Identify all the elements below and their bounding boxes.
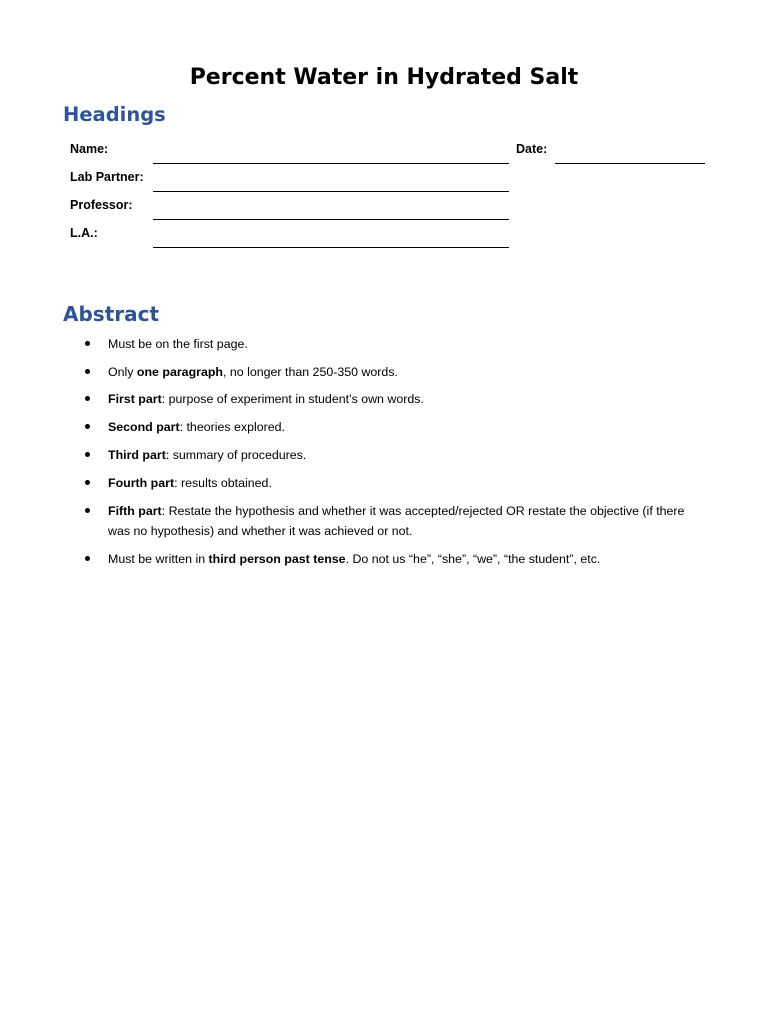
bullet-text: : purpose of experiment in student’s own words.: [161, 392, 424, 406]
bullet-icon: [85, 508, 90, 513]
abstract-section-heading: Abstract: [63, 302, 160, 326]
headings-section-heading: Headings: [63, 103, 166, 126]
bullet-bold-text: Fifth part: [108, 504, 162, 518]
la-field-line[interactable]: [153, 247, 509, 248]
bullet-bold-text: First part: [108, 392, 162, 406]
bullet-icon: [85, 452, 90, 457]
date-field-line[interactable]: [555, 163, 705, 164]
la-label: L.A.:: [70, 226, 98, 240]
bullet-text: Must be on the first page.: [108, 337, 248, 351]
list-item: [108, 473, 708, 493]
bullet-bold-text: third person past tense: [208, 552, 346, 566]
bullet-text: : summary of procedures.: [165, 448, 307, 462]
bullet-icon: [85, 341, 90, 346]
bullet-text: : theories explored.: [179, 420, 285, 434]
list-item: [108, 334, 708, 354]
bullet-icon: [85, 556, 90, 561]
bullet-icon: [85, 424, 90, 429]
list-item: [108, 549, 708, 569]
bullet-icon: [85, 369, 90, 374]
list-item: [108, 501, 708, 541]
list-item: [108, 417, 708, 437]
name-label: Name:: [70, 142, 109, 156]
bullet-text: Only: [108, 365, 137, 379]
bullet-text: : Restate the hypothesis and whether it was accepted/rejected OR restate the objective (if there was no hypothesis) and whether it was achieved or not.: [108, 504, 685, 538]
name-field-line[interactable]: [153, 163, 509, 164]
lab-partner-label: Lab Partner:: [70, 170, 144, 184]
bullet-text: , no longer than 250-350 words.: [223, 365, 398, 379]
bullet-text: Must be written in: [108, 552, 209, 566]
bullet-bold-text: Second part: [108, 420, 180, 434]
bullet-text: . Do not us “he”, “she”, “we”, “the student”, etc.: [345, 552, 601, 566]
bullet-icon: [85, 480, 90, 485]
document-title: Percent Water in Hydrated Salt: [189, 65, 579, 90]
bullet-bold-text: one paragraph: [136, 365, 223, 379]
list-item: [108, 362, 708, 382]
professor-field-line[interactable]: [153, 219, 509, 220]
bullet-bold-text: Third part: [108, 448, 166, 462]
date-label: Date:: [516, 142, 548, 156]
bullet-icon: [85, 396, 90, 401]
professor-label: Professor:: [70, 198, 133, 212]
bullet-bold-text: Fourth part: [108, 476, 175, 490]
list-item: [108, 389, 708, 409]
list-item: [108, 445, 708, 465]
bullet-text: : results obtained.: [174, 476, 272, 490]
lab-partner-field-line[interactable]: [153, 191, 509, 192]
